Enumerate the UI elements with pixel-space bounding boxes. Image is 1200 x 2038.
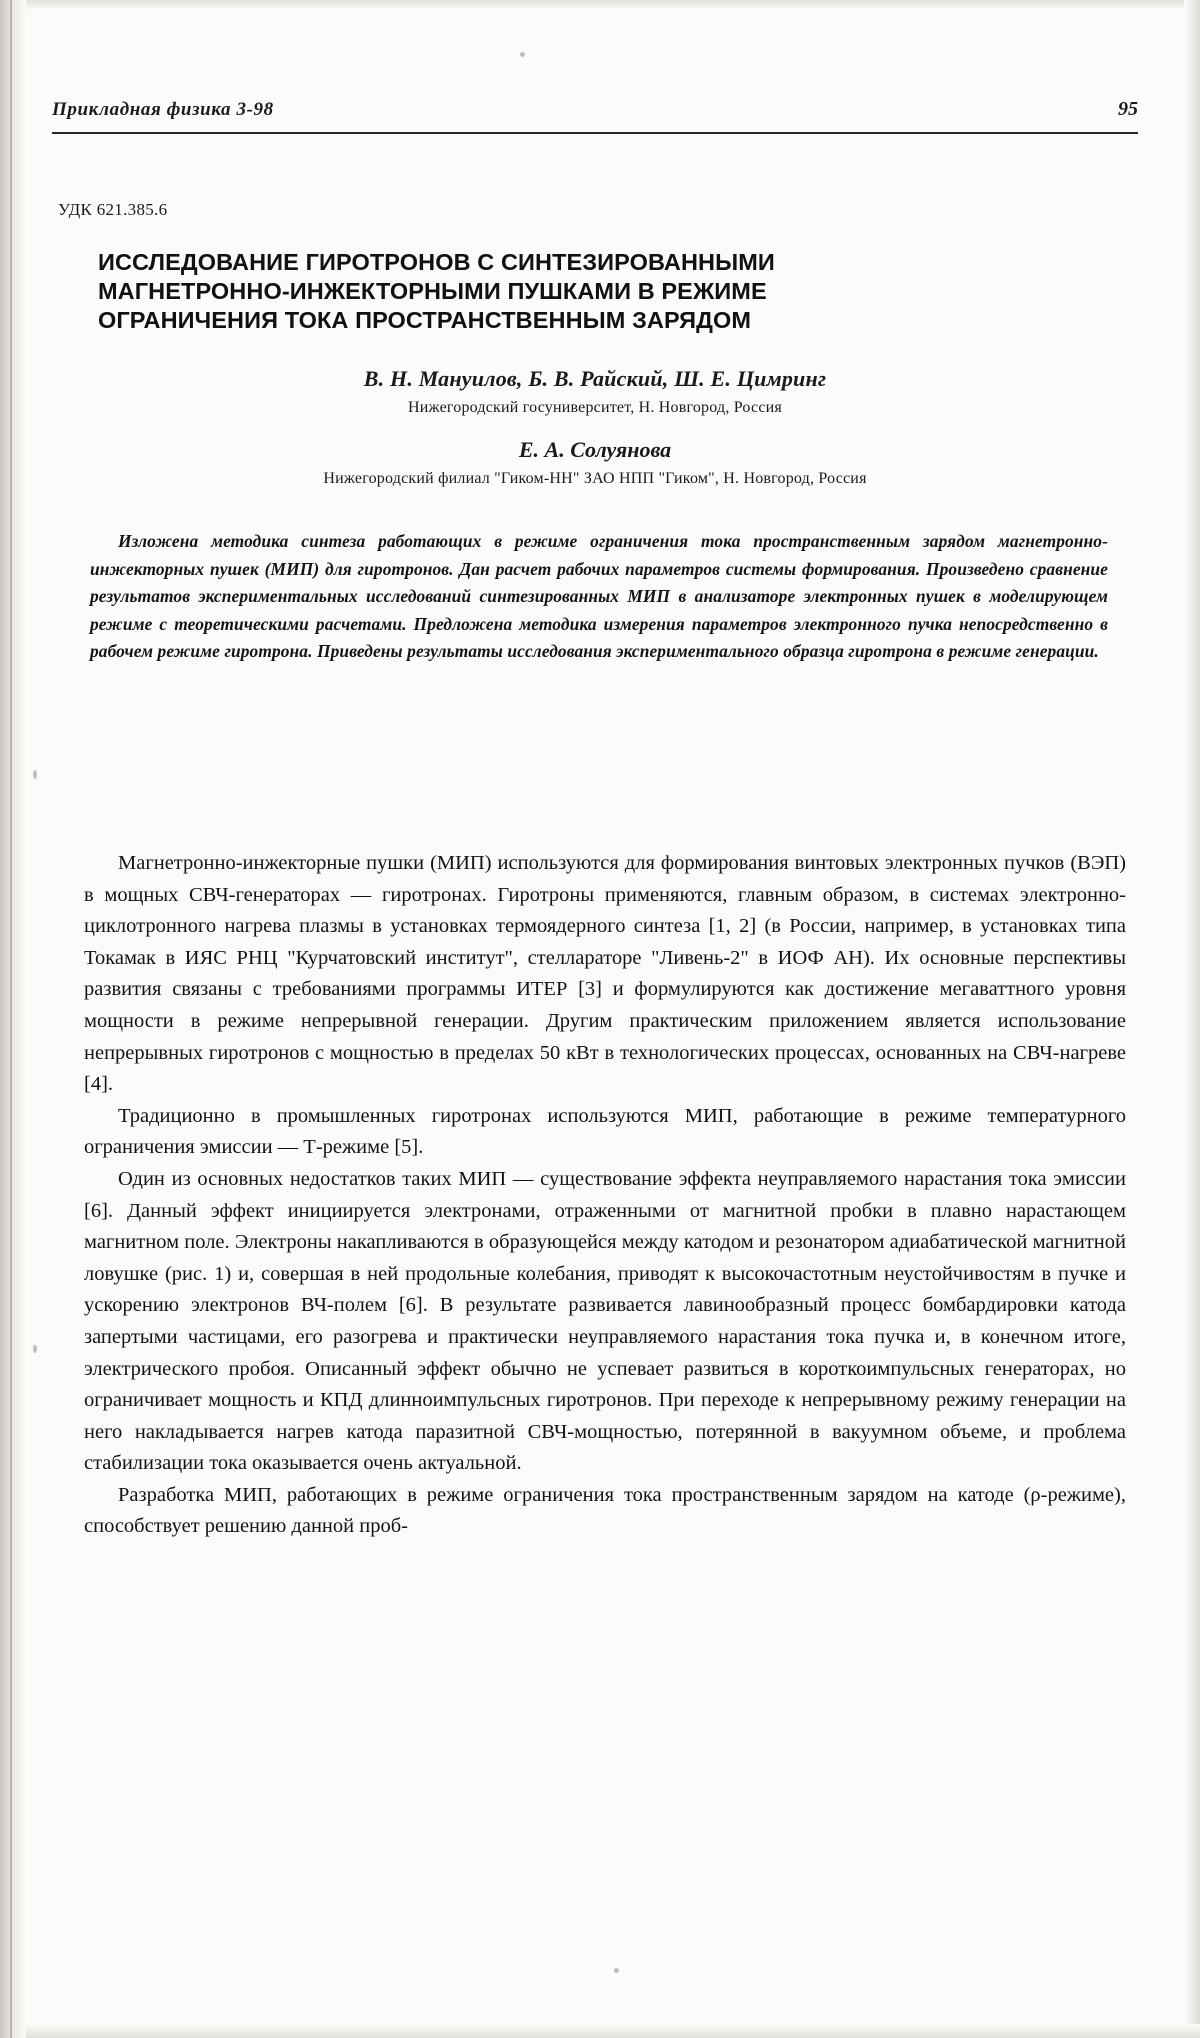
body-text <box>84 848 1126 1543</box>
page-number: 95 <box>1118 98 1138 120</box>
author-group-1-affiliation: Нижегородский госуниверситет, Н. Новгород, Россия <box>408 399 782 416</box>
scan-speck <box>33 770 37 779</box>
title-line-3: ОГРАНИЧЕНИЯ ТОКА ПРОСТРАНСТВЕННЫМ ЗАРЯДОМ <box>98 307 752 333</box>
binding-line <box>10 0 12 2038</box>
title-line-2: МАГНЕТРОННО-ИНЖЕКТОРНЫМИ ПУШКАМИ В РЕЖИМЕ <box>98 278 767 304</box>
page-content <box>52 0 1160 2038</box>
scan-speck <box>33 1345 37 1353</box>
article-title <box>98 248 1100 335</box>
udc-code: УДК 621.385.6 <box>58 200 168 219</box>
journal-title: Прикладная физика 3-98 <box>52 99 274 120</box>
body-paragraph-1: Магнетронно-инжекторные пушки (МИП) используются для формирования винтовых электронных пучков (ВЭП) в мощных СВЧ-генераторах — гиротронах. Гиротроны применяются, главным образом, в системах электронно-циклотронного нагрева плазмы в установках термоядерного синтеза [1, 2] (в России, например, в установках типа Токамак в ИЯС РНЦ "Курчатовский институт", стеллараторе "Ливень-2" в ИОФ АН). Их основные перспективы развития связаны с требованиями программы ИТЕР [3] и формулируются как достижение мегаваттного уровня мощности в режиме непрерывной генерации. Другим практическим приложением является использование непрерывных гиротронов с мощностью в пределах 50 кВт в технологических процессах, основанных на СВЧ-нагреве [4]. <box>84 852 1126 1096</box>
body-paragraph-4: Разработка МИП, работающих в режиме ограничения тока пространственным зарядом на катоде (ρ-режиме), способствует решению данной проб- <box>84 1483 1126 1538</box>
author-group-2-affiliation: Нижегородский филиал "Гиком-НН" ЗАО НПП "Гиком", Н. Новгород, Россия <box>323 470 867 487</box>
page-edge-left <box>0 0 26 2038</box>
authors-section <box>52 366 1138 488</box>
author-group-1-names: В. Н. Мануилов, Б. В. Райский, Ш. Е. Цимринг <box>363 366 827 391</box>
running-head <box>52 98 1138 121</box>
header-rule <box>52 132 1138 134</box>
abstract-text: Изложена методика синтеза работающих в режиме ограничения тока пространственным зарядом магнетронно-инжекторных пушек (МИП) для гиротронов. Дан расчет рабочих параметров системы формирования. Произведено сравнение результатов экспериментальных исследований синтезированных МИП в анализаторе электронных пушек в моделирующем режиме с теоретическими расчетами. Предложена методика измерения параметров электронного пучка непосредственно в рабочем режиме гиротрона. Приведены результаты исследования экспериментального образца гиротрона в режиме генерации. <box>90 531 1108 661</box>
author-group-2-names: Е. А. Солуянова <box>518 437 672 462</box>
body-paragraph-2: Традиционно в промышленных гиротронах используются МИП, работающие в режиме температурного ограничения эмиссии — Т-режиме [5]. <box>84 1104 1126 1159</box>
title-line-1: ИССЛЕДОВАНИЕ ГИРОТРОНОВ С СИНТЕЗИРОВАННЫМИ <box>98 249 775 275</box>
body-paragraph-3: Один из основных недостатков таких МИП — существование эффекта неуправляемого нарастания тока эмиссии [6]. Данный эффект инициируется электронами, отраженными от магнитной пробки в плавно нарастающем магнитном поле. Электроны накапливаются в образующейся между катодом и резонатором адиабатической магнитной ловушке (рис. 1) и, совершая в ней продольные колебания, приводят к высокочастотным неустойчивостям в пучке и ускорению электронов ВЧ-полем [6]. В результате развивается лавинообразный процесс бомбардировки катода запертыми частицами, его разогрева и практически неуправляемого нарастания тока пучка и, в конечном итоге, электрического пробоя. Описанный эффект обычно не успевает развиться в короткоимпульсных генераторах, но ограничивает мощность и КПД длинноимпульсных гиротронов. При переходе к непрерывному режиму генерации на него накладывается нагрев катода паразитной СВЧ-мощностью, потерянной в вакуумном объеме, и проблема стабилизации тока оказывается очень актуальной. <box>84 1167 1126 1475</box>
page-edge-right <box>1184 0 1200 2038</box>
